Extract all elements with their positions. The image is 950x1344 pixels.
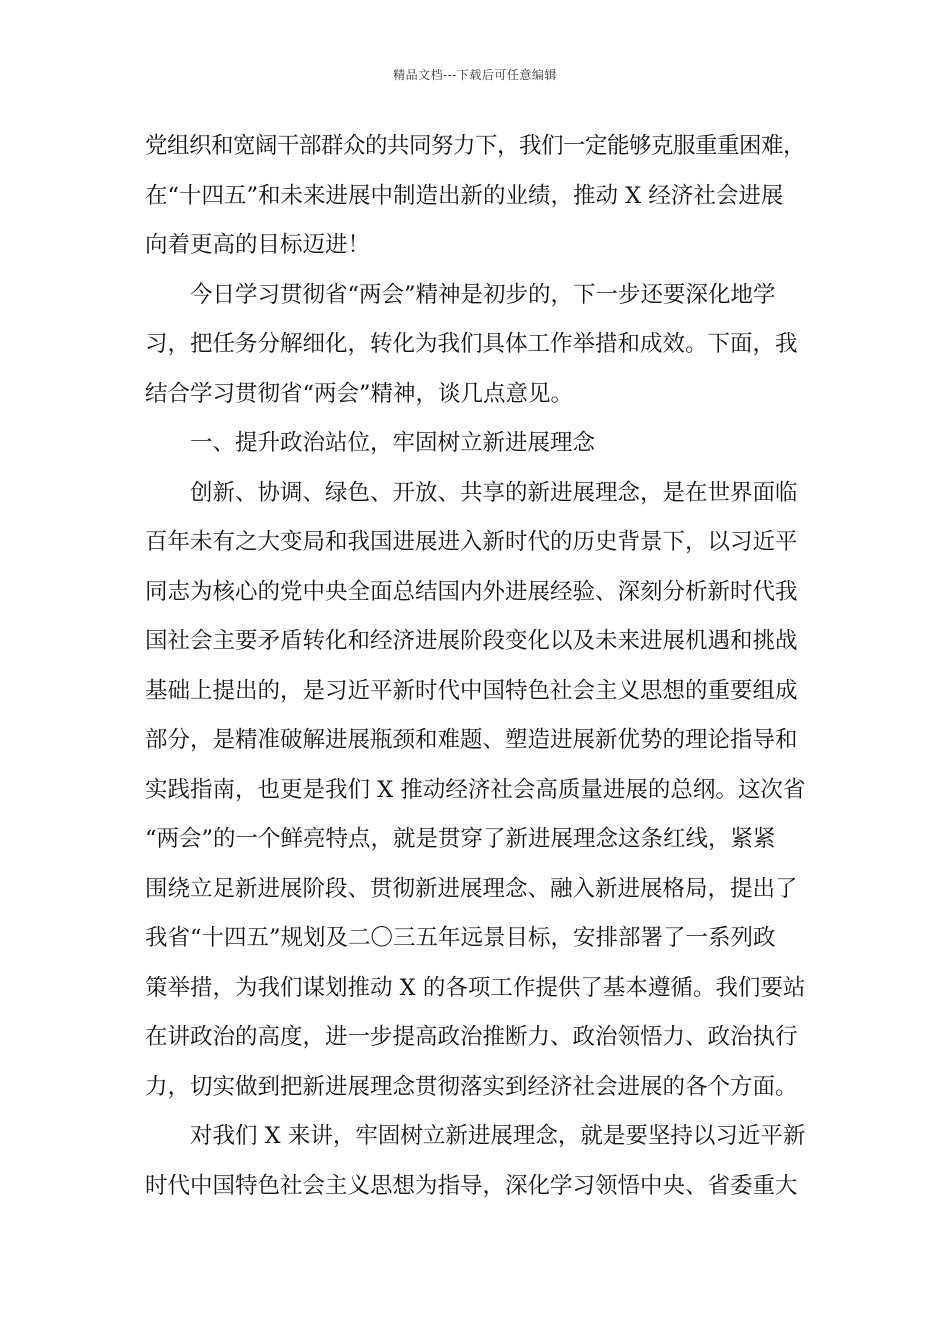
body-line: 党组织和宽阔干部群众的共同努力下，我们一定能够克服重重困难， — [145, 133, 805, 159]
body-line: 同志为核心的党中央全面总结国内外进展经验、深刻分析新时代我 — [145, 578, 798, 605]
body-line: “两会”的一个鲜亮特点，就是贯穿了新进展理念这条红线，紧紧 — [145, 826, 776, 852]
body-line: 我省“十四五”规划及二〇三五年远景目标，安排部署了一系列政 — [145, 925, 776, 951]
body-line: 今日学习贯彻省“两会”精神是初步的，下一步还要深化地学 — [190, 281, 776, 308]
body-line: 在“十四五”和未来进展中制造出新的业绩，推动 X 经济社会进展 — [145, 182, 784, 209]
body-line: 实践指南，也更是我们 X 推动经济社会高质量进展的总纲。这次省 — [145, 776, 805, 803]
body-line: 习，把任务分解细化，转化为我们具体工作举措和成效。下面，我 — [145, 331, 798, 357]
body-line: 一、提升政治站位，牢固树立新进展理念 — [190, 430, 596, 456]
body-line: 时代中国特色社会主义思想为指导，深化学习领悟中央、省委重大 — [145, 1172, 798, 1199]
body-line: 创新、协调、绿色、开放、共享的新进展理念，是在世界面临 — [190, 479, 798, 506]
body-line: 国社会主要矛盾转化和经济进展阶段变化以及未来进展机遇和挑战 — [145, 628, 798, 654]
body-line: 围绕立足新进展阶段、贯彻新进展理念、融入新进展格局，提出了 — [145, 875, 798, 902]
body-line: 基础上提出的，是习近平新时代中国特色社会主义思想的重要组成 — [145, 677, 798, 704]
body-line: 策举措，为我们谋划推动 X 的各项工作提供了基本遵循。我们要站 — [145, 974, 805, 1001]
body-line: 对我们 X 来讲，牢固树立新进展理念，就是要坚持以习近平新 — [190, 1123, 805, 1149]
page-header: 精品文档---下载后可任意编辑 — [393, 68, 557, 82]
body-line: 向着更高的目标迈进！ — [145, 232, 371, 258]
body-line: 在讲政治的高度，进一步提高政治推断力、政治领悟力、政治执行 — [145, 1024, 798, 1050]
body-line: 百年未有之大变局和我国进展进入新时代的历史背景下，以习近平 — [145, 529, 798, 555]
body-line: 部分，是精准破解进展瓶颈和难题、塑造进展新优势的理论指导和 — [145, 727, 798, 753]
body-line: 力，切实做到把新进展理念贯彻落实到经济社会进展的各个方面。 — [145, 1073, 798, 1100]
body-line: 结合学习贯彻省“两会”精神，谈几点意见。 — [145, 380, 574, 407]
